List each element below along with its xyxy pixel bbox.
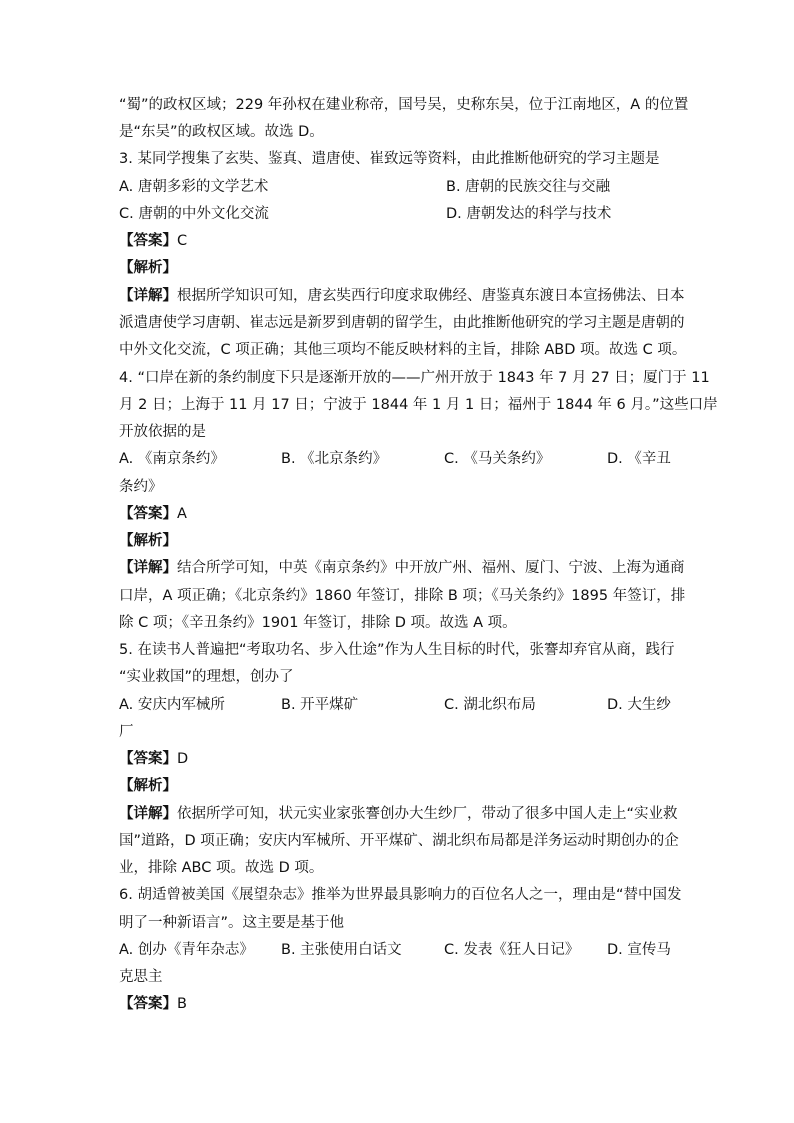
detail-line: 业，排除 ABC 项。故选 D 项。 — [119, 860, 324, 876]
option-b: B. 主张使用白话文 — [281, 942, 402, 958]
question-3-stem: 3. 某同学搜集了玄奘、鉴真、遣唐使、崔致远等资料，由此推断他研究的学习主题是 — [119, 151, 660, 167]
detail-tag: 【详解】 — [119, 288, 177, 304]
detail-line: 国”道路，D 项正确；安庆内军械所、开平煤矿、湖北织布局都是洋务运动时期创办的企 — [119, 833, 679, 849]
answer-line — [119, 231, 187, 251]
detail-tag: 【详解】 — [119, 560, 177, 576]
answer-tag: 【答案】 — [119, 233, 177, 249]
option-c: C. 湖北织布局 — [444, 697, 536, 713]
option-c: C. 唐朝的中外文化交流 — [119, 206, 269, 222]
analysis-tag: 【解析】 — [119, 533, 177, 549]
answer-value: C — [177, 233, 188, 249]
text-line: 是“东吴”的政权区域。故选 D。 — [119, 124, 324, 140]
analysis-tag: 【解析】 — [119, 778, 177, 794]
answer-line — [119, 749, 188, 769]
option-d: D. 唐朝发达的科学与技术 — [446, 206, 612, 222]
question-5-stem: “实业救国”的理想，创办了 — [119, 669, 294, 685]
detail-line: 【详解】结合所学可知，中英《南京条约》中开放广州、福州、厦门、宁波、上海为通商 — [119, 560, 685, 576]
detail-tag: 【详解】 — [119, 806, 177, 822]
detail-line: 派遣唐使学习唐朝、崔志远是新罗到唐朝的留学生，由此推断他研究的学习主题是唐朝的 — [119, 315, 685, 331]
option-d: D. 宣传马 — [607, 942, 671, 958]
answer-tag: 【答案】 — [119, 996, 177, 1012]
option-b: B. 唐朝的民族交往与交融 — [446, 179, 611, 195]
question-4-stem: 月 2 日；上海于 11 月 17 日；宁波于 1844 年 1 月 1 日；福州于 1844 年 6 月。”这些口岸 — [119, 397, 718, 413]
option-d-continued: 条约》 — [119, 479, 163, 495]
answer-tag: 【答案】 — [119, 751, 177, 767]
answer-value: D — [177, 751, 189, 767]
text-line: “蜀”的政权区域；229 年孙权在建业称帝，国号吴，史称东吴，位于江南地区，A 的位置 — [119, 97, 689, 113]
question-6-stem: 明了一种新语言”。这主要是基于他 — [119, 915, 345, 931]
option-d-continued: 克思主 — [119, 969, 163, 985]
question-4-stem: 4. “口岸在新的条约制度下只是逐渐开放的——广州开放于 1843 年 7 月 27 日；厦门于 11 — [119, 370, 710, 386]
detail-line: 【详解】根据所学知识可知，唐玄奘西行印度求取佛经、唐鉴真东渡日本宣扬佛法、日本 — [119, 288, 685, 304]
option-a: A. 唐朝多彩的文学艺术 — [119, 179, 269, 195]
answer-tag: 【答案】 — [119, 506, 177, 522]
option-c: C. 发表《狂人日记》 — [444, 942, 580, 958]
option-a: A. 安庆内军械所 — [119, 697, 225, 713]
analysis-tag: 【解析】 — [119, 260, 177, 276]
option-c: C. 《马关条约》 — [444, 451, 551, 467]
option-d: D. 《辛丑 — [607, 451, 671, 467]
detail-line: 除 C 项；《辛丑条约》1901 年签订，排除 D 项。故选 A 项。 — [119, 615, 517, 631]
detail-line: 【详解】依据所学可知，状元实业家张謇创办大生纱厂，带动了很多中国人走上“实业救 — [119, 806, 678, 822]
answer-line — [119, 994, 187, 1014]
detail-line: 中外文化交流，C 项正确；其他三项均不能反映材料的主旨，排除 ABD 项。故选 C 项。 — [119, 342, 687, 358]
option-b: B. 《北京条约》 — [281, 451, 388, 467]
question-4-stem: 开放依据的是 — [119, 424, 206, 440]
answer-value: A — [177, 506, 187, 522]
detail-line: 口岸，A 项正确；《北京条约》1860 年签订，排除 B 项；《马关条约》1895 年签订，排 — [119, 588, 686, 604]
question-6-stem: 6. 胡适曾被美国《展望杂志》推举为世界最具影响力的百位名人之一，理由是“替中国发 — [119, 887, 682, 903]
option-d-continued: 厂 — [119, 724, 134, 740]
question-5-stem: 5. 在读书人普遍把“考取功名、步入仕途”作为人生目标的时代，张謇却弃官从商，践行 — [119, 642, 675, 658]
option-a: A. 创办《青年杂志》 — [119, 942, 254, 958]
option-d: D. 大生纱 — [607, 697, 671, 713]
option-b: B. 开平煤矿 — [281, 697, 359, 713]
option-a: A. 《南京条约》 — [119, 451, 225, 467]
answer-line — [119, 504, 187, 524]
answer-value: B — [177, 996, 187, 1012]
